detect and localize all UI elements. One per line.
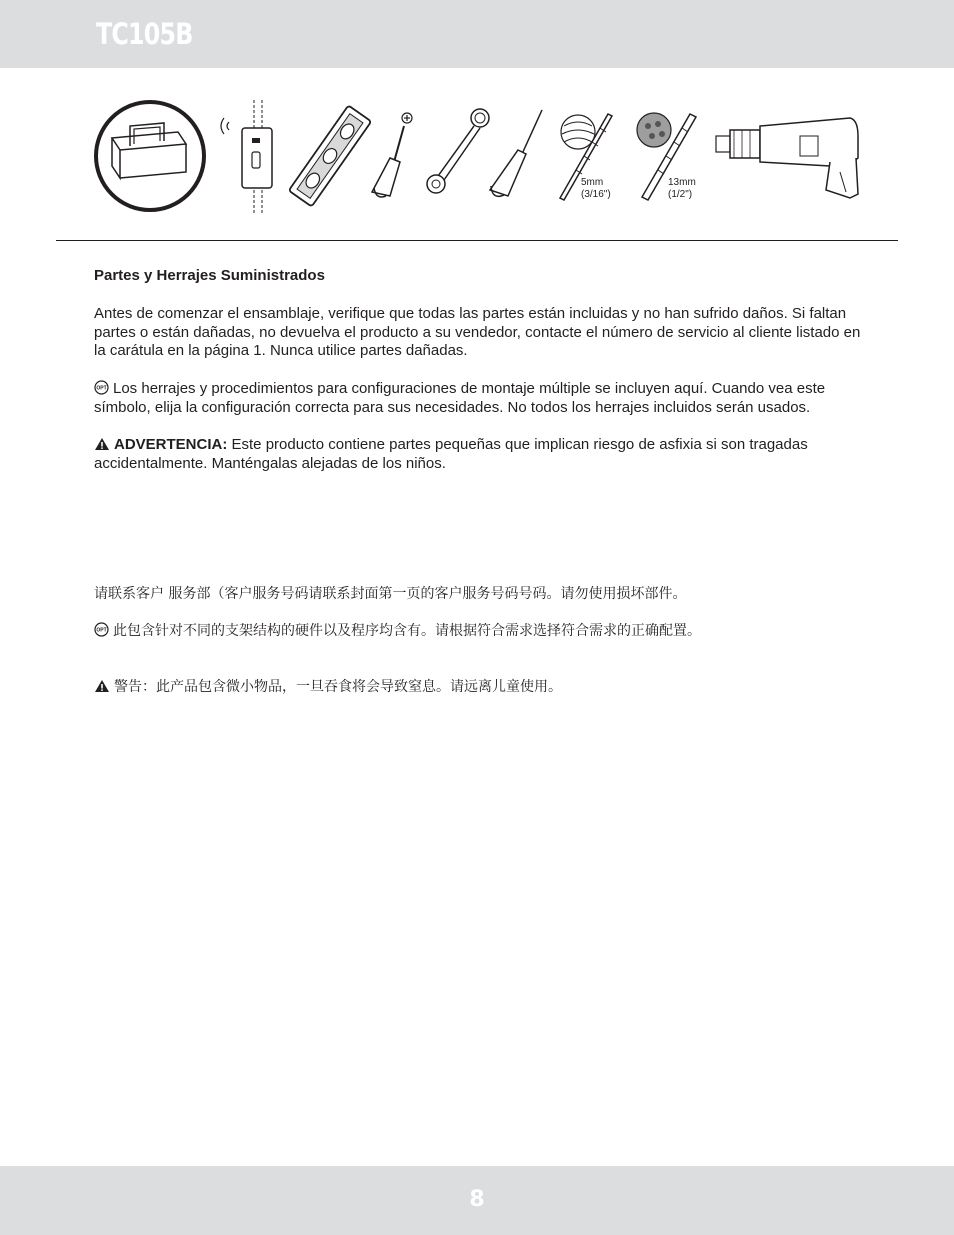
- cn-customer-service-line: 请联系客户 服务部（客户服务号码请联系封面第一页的客户服务号码号码。请勿使用损坏部件。: [94, 586, 687, 602]
- wrench-icon: [427, 109, 489, 193]
- warning-paragraph: [94, 436, 869, 473]
- opt-icon-text: OPT: [96, 627, 107, 634]
- bit-large-inch-label: (1/2"): [668, 189, 693, 200]
- cn-config-text: 此包含针对不同的支架结构的硬件以及程序均含有。请根据符合需求选择符合需求的正确配置。: [113, 623, 701, 639]
- level-icon: [289, 105, 372, 206]
- page-number: 8: [469, 1187, 485, 1212]
- warning-label: ADVERTENCIA:: [114, 436, 228, 453]
- bit-small-inch-label: (3/16"): [581, 189, 611, 200]
- phillips-screwdriver-icon: [372, 113, 412, 197]
- opt-icon-text: OPT: [96, 385, 107, 392]
- model-title: TC105B: [96, 17, 193, 51]
- warning-triangle-icon: [94, 679, 110, 693]
- section-divider: [56, 240, 898, 241]
- cn-config-line: [94, 622, 869, 640]
- bit-small-label: 5mm: [581, 177, 604, 188]
- required-tools-row: [90, 96, 870, 220]
- multiple-config-text: Los herrajes y procedimientos para configuraciones de montaje múltiple se incluyen aquí. Cuando vea este símbolo, elija la configuración correcta para sus necesidades. No todos los herrajes incluidos serán usados.: [94, 380, 826, 416]
- warning-triangle-icon: [94, 437, 110, 451]
- warning-text: Este producto contiene partes pequeñas que implican riesgo de asfixia si son tragadas accidentalmente. Manténgalas alejadas de los niños.: [94, 436, 808, 472]
- awl-icon: [490, 110, 542, 196]
- power-drill-icon: [716, 118, 858, 198]
- opt-icon: [94, 380, 109, 395]
- tools-illustration: [90, 96, 870, 220]
- section-heading: Partes y Herrajes Suministrados: [94, 267, 325, 284]
- cn-warning-line: [94, 678, 869, 696]
- opt-icon: [94, 622, 109, 637]
- cn-warning-text: 警告：此产品包含微小物品，一旦吞食将会导致窒息。请远离儿童使用。: [114, 679, 562, 695]
- parts-check-paragraph: Antes de comenzar el ensamblaje, verifique que todas las partes están incluidas y no han sufrido daños. Si faltan partes o están dañadas, no devuelva el producto a su vendedor, contacte el número de servicio al cliente listado en la carátula en la página 1. Nunca utilice partes dañadas.: [94, 305, 861, 359]
- bit-large-label: 13mm: [668, 177, 696, 188]
- toolbox-icon: [96, 102, 204, 210]
- multiple-config-paragraph: [94, 380, 869, 417]
- stud-finder-icon: [221, 100, 272, 214]
